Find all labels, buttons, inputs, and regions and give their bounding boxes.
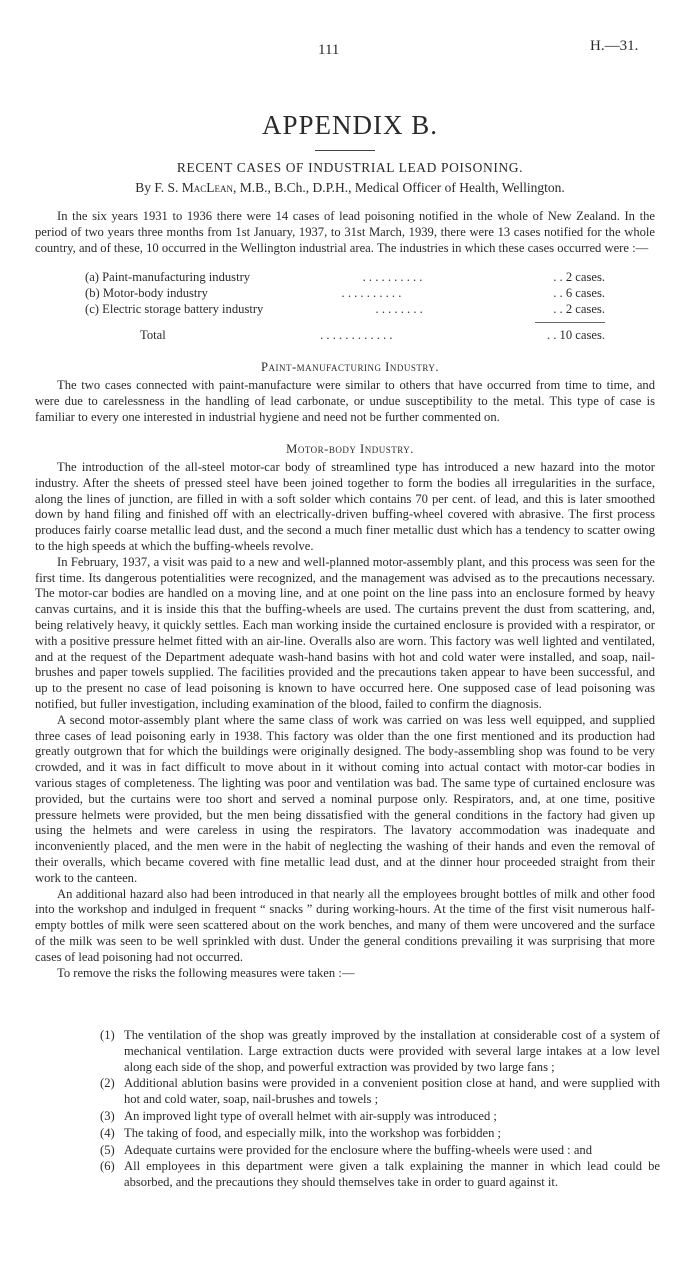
leader-dots: . . . . . . . .: [375, 301, 423, 316]
industry-row: [85, 270, 605, 286]
industry-label: (c) Electric storage battery industry: [85, 301, 264, 316]
leader-dots: . . . . . . . . . .: [341, 285, 402, 300]
paragraph: The introduction of the all-steel motor-car body of streamlined type has introduced a new hazard into the motor industry. After the sheets of pressed steel have been joined together to form the bodies all irregularities in the surface, along the lines of junction, are filled in with a soft solder which contains 70 per cent. of lead, and this is later smoothed down by hand filing and finished off with an electrically-driven buffing-wheel covered with abrasive. The first process produces fairly coarse metallic lead dust, and the second a much finer metallic dust which has a tendency to scatter owing to the high speeds at which the buffing-wheels revolve.: [35, 460, 655, 553]
item-number: (1): [100, 1028, 115, 1042]
paragraph: A second motor-assembly plant where the same class of work was carried on was less well equipped, and supplied three cases of lead poisoning early in 1938. This factory was older than the one first mentioned and its production had greatly outgrown that for which the buildings were originally designed. The body-assembling shop was found to be very crowded, and it was in fact difficult to move about in it without coming into actual contact with motor-car bodies in various stages of completeness. The lighting was poor and ventilation was bad. The same type of curtained enclosure was provided, but the curtains were too short and served a nominal purpose only. Respirators, and, at one time, positive pressure helmets were provided, but the men being dissatisfied with the general conditions in the factory had given up using the helmets and were careless in using the respirators. The lavatory accommodation was inadequate and inconveniently placed, and the men were in the habit of neglecting the washing of their hands and even the removal of their overalls, which became covered with fine metallic lead dust, and at the dinner hour proceeded straight from their work to the canteen.: [35, 712, 655, 885]
industry-label: (a) Paint-manufacturing industry: [85, 270, 251, 284]
item-text: All employees in this department were given a talk explaining the manner in which lead could be absorbed, and the precautions they should themselves take in order to guard against it.: [124, 1159, 660, 1190]
list-item: [100, 1126, 660, 1142]
list-item: [100, 1076, 660, 1108]
title-rule: [315, 150, 375, 151]
total-label: Total: [140, 328, 166, 342]
paragraph: To remove the risks the following measures were taken :—: [57, 965, 355, 980]
list-item: [100, 1159, 660, 1191]
byline-prefix: By: [135, 180, 151, 195]
industry-row: [85, 302, 605, 318]
item-number: (4): [100, 1125, 115, 1140]
author-name: F. S. MacLean: [154, 180, 234, 195]
item-text: The taking of food, and especially milk, into the workshop was forbidden ;: [124, 1125, 502, 1140]
byline: [0, 180, 700, 196]
industry-count: . . 6 cases.: [553, 285, 605, 300]
paragraph: An additional hazard also had been introduced in that nearly all the employees brought bottles of milk and other food into the workshop and indulged in frequent “ snacks ” during working-hours. At the time of the first visit numerous half-empty bottles of milk were seen scattered about on the work benches, and many of them were uncovered and the surface of the milk was seen to be well sprinkled with dust. Under the general conditions prevailing it was surprising that more cases of lead poisoning had not occurred.: [35, 886, 655, 964]
industry-count: . . 2 cases.: [553, 301, 605, 316]
item-text: The ventilation of the shop was greatly improved by the installation at considerable cost of a system of mechanical ventilation. Large extraction ducts were provided with several large intakes at a low level along each side of the shop, and powerful extraction was provided by two large fans ;: [124, 1028, 660, 1074]
author-credentials: , M.B., B.Ch., D.P.H., Medical Officer of Health, Wellington.: [233, 180, 565, 195]
total-row: [140, 328, 605, 343]
list-item: [100, 1143, 660, 1159]
list-item: [100, 1109, 660, 1125]
industry-list: [85, 270, 605, 317]
item-text: Additional ablution basins were provided in a convenient position close at hand, and were supplied with hot and cold water, soap, nail-brushes and towels ;: [124, 1076, 660, 1107]
item-number: (2): [100, 1076, 115, 1091]
industry-row: [85, 286, 605, 302]
total-rule: [535, 322, 605, 323]
paint-paragraph: The two cases connected with paint-manufacture were similar to others that have occurred from time to time, and were due to carelessness in the handling of lead carbonate, or undue susceptibility to the metal. This type of case is familiar to every one interested in industrial hygiene and need not be further commented on.: [35, 378, 655, 424]
leader-dots: . . . . . . . . . . . .: [320, 328, 393, 342]
item-number: (5): [100, 1142, 115, 1157]
item-text: An improved light type of overall helmet with air-supply was introduced ;: [124, 1108, 497, 1123]
motor-body-paragraphs: [35, 460, 655, 981]
list-item: [100, 1028, 660, 1075]
leader-dots: . . . . . . . . . .: [362, 270, 423, 284]
article-subtitle: RECENT CASES OF INDUSTRIAL LEAD POISONING.: [176, 160, 524, 175]
page-number: 111: [318, 42, 340, 58]
total-count: . . 10 cases.: [546, 328, 605, 342]
intro-paragraph: In the six years 1931 to 1936 there were 14 cases of lead poisoning notified in the whole of New Zealand. In the period of two years three months from 1st January, 1937, to 31st March, 1939, there were 13 cases notified for the whole country, and of these, 10 occurred in the Wellington industrial area. The industries in which these cases occurred were :—: [35, 209, 655, 255]
measures-list: [100, 1028, 660, 1192]
industry-label: (b) Motor-body industry: [85, 285, 208, 300]
industry-count: . . 2 cases.: [553, 270, 605, 284]
item-text: Adequate curtains were provided for the enclosure where the buffing-wheels were used : and: [124, 1142, 593, 1157]
item-number: (3): [100, 1108, 115, 1123]
item-number: (6): [100, 1159, 115, 1174]
section-heading-motor-body: Motor-body Industry.: [286, 442, 414, 456]
document-reference: H.—31.: [590, 38, 639, 54]
section-heading-paint: Paint-manufacturing Industry.: [260, 360, 440, 374]
paragraph: In February, 1937, a visit was paid to a new and well-planned motor-assembly plant, and this process was seen for the first time. Its dangerous potentialities were recognized, and the management was advised as to the precautions necessary. The motor-car bodies are handled on a moving line, and at one point on the line pass into an enclosure formed by heavy canvas curtains, and it is inside this that the buffing-wheels are used. The curtains prevent the dust from scattering, and, being relatively heavy, it quickly settles. Each man working inside the curtained enclosure is provided with a respirator, or with a positive pressure helmet fitted with an air-line. Overalls also are worn. This factory was well lighted and ventilated, and at the request of the Department adequate wash-hand basins with hot and cold water were installed, and soap, nail-brushes and paper towels supplied. The facilities provided and the precautions taken appear to have been successful, and up to the present no case of lead poisoning is known to have occurred here. One supposed case of lead poisoning was notified, but fuller investigation, including examination of the blood, failed to confirm the diagnosis.: [35, 554, 655, 711]
appendix-title: APPENDIX B.: [261, 110, 439, 140]
